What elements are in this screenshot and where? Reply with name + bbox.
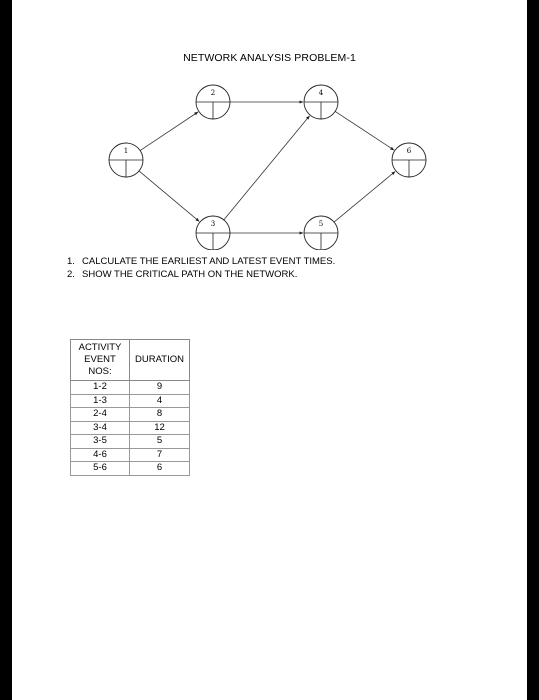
document-page [12,0,527,700]
table-row [71,408,190,422]
table-row [71,381,190,395]
table-row [71,394,190,408]
table-row [71,448,190,462]
duration-cell: 7 [130,448,190,462]
activity-cell: 2-4 [71,408,130,422]
activity-header-line: ACTIVITY [78,342,122,353]
duration-cell: 8 [130,408,190,422]
edge-arrow-5-6 [334,172,395,223]
activity-header [71,340,130,381]
table-row [71,421,190,435]
edge-arrow-1-3 [139,171,199,222]
network-diagram [12,0,527,250]
activity-cell: 4-6 [71,448,130,462]
node-label: 4 [318,89,324,97]
edge-arrow-3-4 [224,116,310,220]
node-label: 5 [318,220,324,228]
duration-cell: 12 [130,421,190,435]
activity-header-line: EVENT [84,354,116,365]
task-text: CALCULATE THE EARLIEST AND LATEST EVENT TIMES. [82,256,336,267]
activity-cell: 1-3 [71,394,130,408]
event-node-1 [109,143,143,177]
event-node-3 [196,216,230,250]
duration-header: DURATION [130,340,190,381]
page-title: NETWORK ANALYSIS PROBLEM-1 [183,52,356,64]
task-number: 1. [67,256,75,267]
task-number: 2. [67,269,75,280]
duration-cell: 6 [130,462,190,476]
node-label: 2 [210,89,216,97]
duration-cell: 9 [130,381,190,395]
node-label: 6 [406,147,412,155]
activity-cell: 5-6 [71,462,130,476]
activity-cell: 3-5 [71,435,130,449]
task-item [67,269,335,280]
event-node-6 [392,143,426,177]
node-label: 3 [210,220,216,228]
activity-cell: 3-4 [71,421,130,435]
event-node-5 [304,216,338,250]
node-label: 1 [123,147,129,155]
event-node-4 [304,85,338,119]
duration-cell: 4 [130,394,190,408]
activity-cell: 1-2 [71,381,130,395]
event-node-2 [196,85,230,119]
activity-duration-table [70,339,190,476]
table-header-row [71,340,190,381]
edge-arrow-4-6 [335,111,394,150]
activity-header-line: NOS: [88,366,112,377]
edge-arrow-1-2 [140,112,198,151]
task-text: SHOW THE CRITICAL PATH ON THE NETWORK. [82,269,298,280]
table-row [71,462,190,476]
table-row [71,435,190,449]
task-list [67,256,335,282]
duration-cell: 5 [130,435,190,449]
task-item [67,256,335,267]
